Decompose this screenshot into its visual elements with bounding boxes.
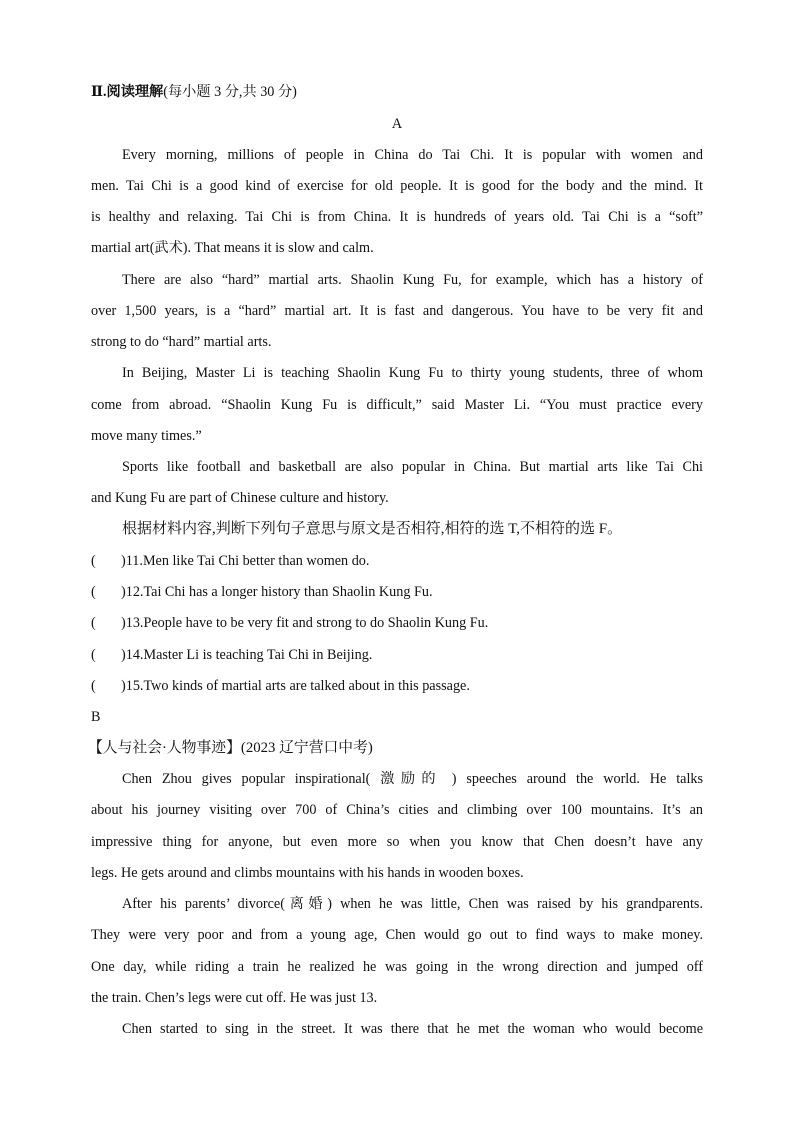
section-heading-rest: (每小题 3 分,共 30 分) bbox=[163, 84, 297, 100]
answer-blank-open: ( bbox=[91, 615, 96, 631]
passage-b-line: One day, while riding a train he realized he was going in the wrong direction and jumped off bbox=[91, 959, 703, 975]
passage-a-label: A bbox=[391, 116, 403, 132]
answer-blank-close: ) bbox=[121, 647, 126, 663]
question-text: 13.People have to be very fit and strong to do Shaolin Kung Fu. bbox=[125, 615, 489, 631]
passage-b-line: legs. He gets around and climbs mountains with his hands in wooden boxes. bbox=[91, 865, 524, 881]
passage-b-label: B bbox=[91, 709, 101, 725]
passage-a-line: is healthy and relaxing. Tai Chi is from China. It is hundreds of years old. Tai Chi is a “soft” bbox=[91, 209, 703, 225]
passage-a-line: Sports like football and basketball are also popular in China. But martial arts like Tai Chi bbox=[122, 459, 703, 475]
passage-a-line: In Beijing, Master Li is teaching Shaolin Kung Fu to thirty young students, three of whom bbox=[122, 365, 703, 381]
passage-a-line: martial art(武术). That means it is slow and calm. bbox=[91, 240, 374, 256]
passage-a-line: There are also “hard” martial arts. Shaolin Kung Fu, for example, which has a history of bbox=[122, 272, 703, 288]
question-item bbox=[91, 613, 703, 633]
answer-blank-open: ( bbox=[91, 584, 96, 600]
passage-b-line: the train. Chen’s legs were cut off. He was just 13. bbox=[91, 990, 378, 1006]
answer-blank-close: ) bbox=[121, 553, 126, 569]
question-text: 11.Men like Tai Chi better than women do. bbox=[125, 553, 370, 569]
passage-a-line: strong to do “hard” martial arts. bbox=[91, 334, 272, 350]
answer-blank-open: ( bbox=[91, 678, 96, 694]
passage-b-line: impressive thing for anyone, but even more so when you know that Chen doesn’t have any bbox=[91, 834, 703, 850]
answer-blank-open: ( bbox=[91, 553, 96, 569]
passage-a-line: move many times.” bbox=[91, 428, 202, 444]
passage-b-line: about his journey visiting over 700 of China’s cities and climbing over 100 mountains. It’s an bbox=[91, 802, 703, 818]
passage-a-line: over 1,500 years, is a “hard” martial art. It is fast and dangerous. You have to be very fit and bbox=[91, 303, 703, 319]
passage-a-line: and Kung Fu are part of Chinese culture and history. bbox=[91, 490, 389, 506]
passage-b-line: After his parents’ divorce(离婚) when he was little, Chen was raised by his grandparents. bbox=[122, 896, 703, 912]
answer-blank-open: ( bbox=[91, 647, 96, 663]
answer-blank-close: ) bbox=[121, 615, 126, 631]
passage-b-line: Chen Zhou gives popular inspirational( 激励的 ) speeches around the world. He talks bbox=[122, 771, 703, 787]
passage-b-line: They were very poor and from a young age, Chen would go out to find ways to make money. bbox=[91, 927, 703, 943]
question-item bbox=[91, 582, 703, 602]
question-text: 15.Two kinds of martial arts are talked about in this passage. bbox=[125, 678, 470, 694]
passage-b-line: Chen started to sing in the street. It was there that he met the woman who would become bbox=[122, 1021, 703, 1037]
passage-b-tag: 【人与社会·人物事迹】(2023 辽宁营口中考) bbox=[88, 740, 373, 756]
question-item bbox=[91, 551, 703, 571]
passage-a-line: Every morning, millions of people in China do Tai Chi. It is popular with women and bbox=[122, 147, 703, 163]
question-instruction: 根据材料内容,判断下列句子意思与原文是否相符,相符的选 T,不相符的选 F。 bbox=[122, 521, 623, 537]
passage-a-line: come from abroad. “Shaolin Kung Fu is difficult,” said Master Li. “You must practice every bbox=[91, 397, 703, 413]
section-heading-bold: Ⅱ.阅读理解 bbox=[91, 84, 164, 100]
question-item bbox=[91, 645, 703, 665]
question-text: 14.Master Li is teaching Tai Chi in Beijing. bbox=[125, 647, 373, 663]
answer-blank-close: ) bbox=[121, 678, 126, 694]
passage-a-line: men. Tai Chi is a good kind of exercise for old people. It is good for the body and the mind. It bbox=[91, 178, 703, 194]
answer-blank-close: ) bbox=[121, 584, 126, 600]
section-heading bbox=[91, 82, 703, 102]
question-text: 12.Tai Chi has a longer history than Shaolin Kung Fu. bbox=[125, 584, 433, 600]
question-item bbox=[91, 676, 703, 696]
